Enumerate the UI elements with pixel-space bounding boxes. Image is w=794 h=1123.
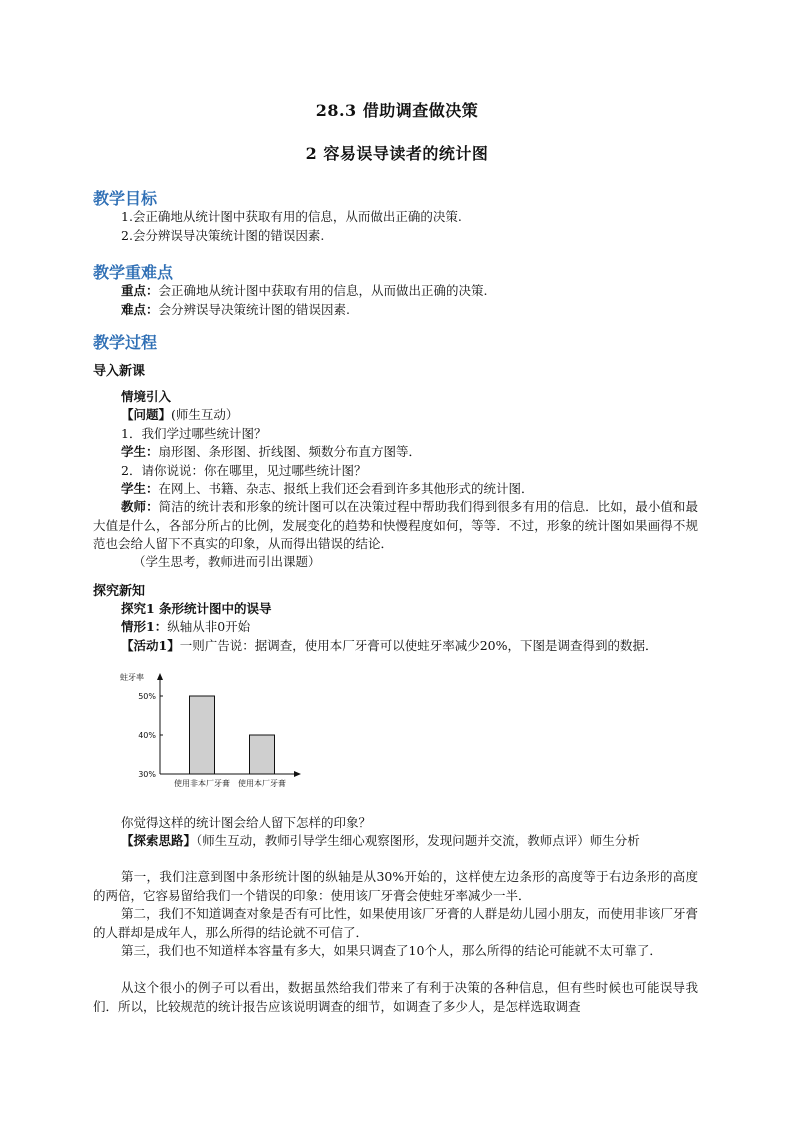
- student-label: 学生：: [121, 444, 159, 459]
- y-axis-arrow: [157, 673, 163, 680]
- x-axis-arrow: [294, 771, 301, 777]
- question-label: 【问题】: [121, 407, 172, 422]
- paragraph-3: 第三，我们也不知道样本容量有多大，如果只调查了10个人，那么所得的结论可能就不太可靠了．: [121, 943, 662, 958]
- paragraph-2: 第二，我们不知道调查对象是否有可比性，如果使用该厂牙膏的人群是幼儿园小朋友，而使用非该厂牙膏的人群却是成年人，那么所得的结论就不可信了．: [93, 906, 698, 940]
- objectives-heading: 教学目标: [93, 189, 158, 208]
- activity-text: 一则广告说：据调查，使用本厂牙膏可以使蛀牙率减少20%，下图是调查得到的数据．: [179, 638, 658, 653]
- explore-heading: 探究新知: [93, 584, 146, 599]
- teacher-paragraph: [93, 498, 698, 554]
- explore-1-heading: 探究1 条形统计图中的误导: [121, 601, 272, 616]
- x-tick-label: 使用非本厂牙膏: [174, 779, 230, 788]
- case-1: [121, 618, 250, 636]
- key-label: 重点：: [121, 283, 159, 298]
- answer-1: [121, 443, 421, 461]
- key-text: 会正确地从统计图中获取有用的信息，从而做出正确的决策.: [158, 283, 488, 298]
- student-label: 学生：: [121, 481, 159, 496]
- y-tick-label: 50%: [138, 692, 156, 701]
- teacher-label: 教师：: [121, 499, 159, 514]
- idea-label: 【探索思路】: [121, 833, 197, 848]
- objective-item: 2.会分辨误导决策统计图的错误因素.: [121, 228, 325, 243]
- activity-label: 【活动1】: [121, 638, 180, 653]
- x-tick-label: 使用本厂牙膏: [238, 779, 286, 788]
- paragraph-4: 从这个很小的例子可以看出，数据虽然给我们带来了有利于决策的各种信息，但有些时候也可能误导我们．所以，比较规范的统计报告应该说明调查的细节，如调查了多少人，是怎样选取调查: [93, 980, 698, 1014]
- question-line: [121, 406, 238, 424]
- chart-question: 你觉得这样的统计图会给人留下怎样的印象？: [121, 815, 372, 830]
- page-subtitle: 2 容易误导读者的统计图: [305, 144, 489, 163]
- question-1: 1．我们学过哪些统计图？: [121, 426, 267, 441]
- key-point: [121, 282, 488, 300]
- answer-2-text: 在网上、书籍、杂志、报纸上我们还会看到许多其他形式的统计图．: [158, 481, 534, 496]
- case-1-label: 情形1：: [121, 619, 168, 634]
- page-title: 28.3 借助调查做决策: [315, 101, 479, 120]
- question-text: (师生互动）: [171, 407, 239, 422]
- note: （学生思考，教师进而引出课题）: [133, 554, 321, 569]
- difficult-text: 会分辨误导决策统计图的错误因素.: [158, 302, 350, 317]
- y-tick-label: 30%: [138, 770, 156, 779]
- paragraph-1: 第一，我们注意到图中条形统计图的纵轴是从30%开始的，这样使左边条形的高度等于右边条形的高度的两倍，它容易留给我们一个错误的印象：使用该厂牙膏会使蛀牙率减少一半．: [93, 869, 698, 903]
- objective-item: 1.会正确地从统计图中获取有用的信息，从而做出正确的决策.: [121, 209, 462, 224]
- idea-text: （师生互动，教师引导学生细心观察图形，发现问题并交流，教师点评）师生分析: [196, 833, 640, 848]
- process-heading: 教学过程: [93, 333, 158, 352]
- intro-heading: 导入新课: [93, 364, 146, 379]
- idea-paragraph: [93, 832, 698, 851]
- bar: [190, 696, 215, 774]
- question-2: 2．请你说说：你在哪里，见过哪些统计图？: [121, 463, 367, 478]
- activity-paragraph: [93, 637, 698, 656]
- keypoints-heading: 教学重难点: [93, 263, 174, 282]
- difficult-point: [121, 301, 350, 319]
- y-axis-label: 蛀牙率: [120, 673, 144, 682]
- case-1-text: 纵轴从非0开始: [167, 619, 251, 634]
- bar: [250, 735, 275, 774]
- scene-heading: 情境引入: [121, 389, 172, 404]
- answer-2: [121, 480, 534, 498]
- y-tick-label: 40%: [138, 731, 156, 740]
- teacher-text: 简洁的统计表和形象的统计图可以在决策过程中帮助我们得到很多有用的信息．比如，最小值和最大值是什么，各部分所占的比例，发展变化的趋势和快慢程度如何，等等．不过，形象的统计图如果画得不规范也会给人留下不真实的印象，从而得出错误的结论．: [93, 499, 698, 551]
- bar-chart: [118, 670, 308, 795]
- difficult-label: 难点：: [121, 302, 159, 317]
- answer-1-text: 扇形图、条形图、折线图、频数分布直方图等．: [158, 444, 422, 459]
